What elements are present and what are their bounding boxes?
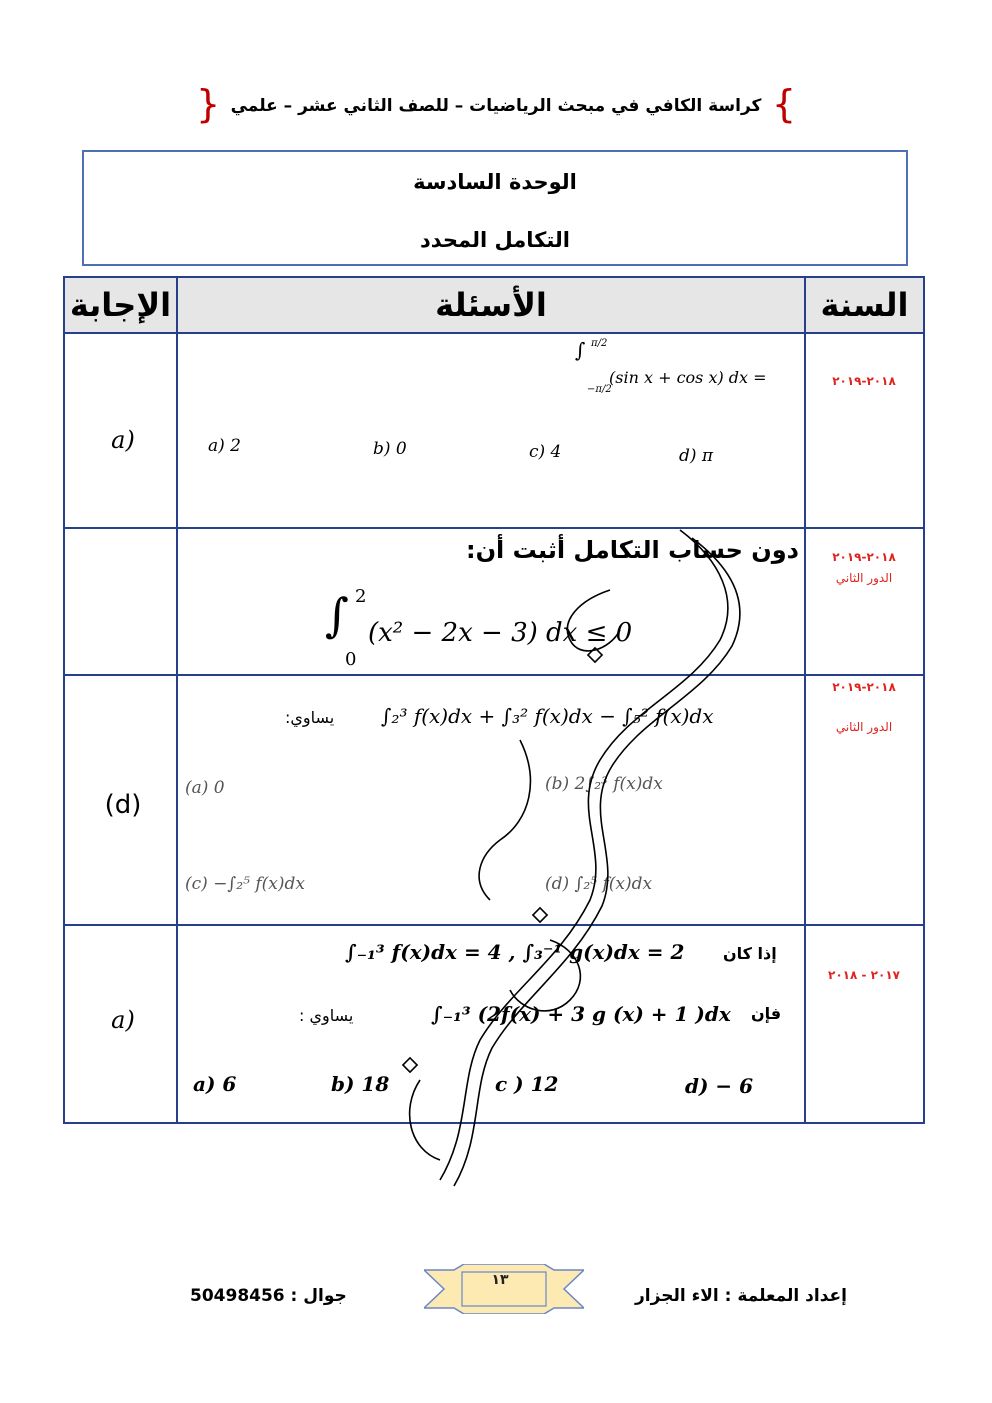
document-title: كراسة الكافي في مبحث الرياضيات – للصف الثاني عشر – علمي [230, 96, 762, 116]
document-header [196, 82, 796, 126]
year-header: السنة [806, 278, 923, 332]
unit-box [82, 150, 908, 266]
row1-choice-d: d) π [679, 446, 714, 466]
row3-choice-b: (b) 2∫₂³ f(x)dx [545, 774, 663, 794]
row2-session: الدور الثاني [835, 571, 893, 585]
answer-header: الإجابة [65, 278, 176, 332]
table-border [176, 276, 178, 1124]
row3-choice-d: (d) ∫₂⁵ f(x)dx [545, 874, 653, 894]
row2-integral-sign: ∫ [325, 588, 349, 642]
row1-integrand: (sin x + cos x) dx = [609, 368, 767, 387]
row1-choice-b: b) 0 [373, 439, 407, 459]
row2-prompt: دون حساب التكامل أثبت أن: [465, 536, 799, 564]
row4-given: ∫₋₁³ f(x)dx = 4 , ∫₃⁻¹ g(x)dx = 2 [345, 940, 685, 964]
right-brace: } [771, 82, 796, 126]
table-border [63, 276, 65, 1124]
table-border [63, 1122, 925, 1124]
footer-phone: جوال : 50498456 [190, 1286, 347, 1306]
row3-choice-c: (c) −∫₂⁵ f(x)dx [185, 874, 305, 894]
row4-suffix: يساوي : [299, 1006, 354, 1025]
questions-table [63, 276, 925, 1124]
row2-upper-limit: 2 [355, 586, 367, 607]
row3-suffix: يساوي: [285, 708, 335, 727]
table-border [923, 276, 925, 1124]
row1-answer: a) [111, 426, 135, 454]
row4-choice-a: a) 6 [193, 1072, 237, 1096]
unit-title: الوحدة السادسة [413, 170, 577, 194]
table-border [63, 924, 925, 926]
table-border [63, 276, 925, 278]
table-border [63, 674, 925, 676]
table-border [63, 527, 925, 529]
row1-choice-a: a) 2 [208, 436, 241, 456]
row3-session: الدور الثاني [835, 720, 893, 734]
table-border [63, 332, 925, 334]
page-number: ١٣ [491, 1272, 509, 1288]
table-border [804, 276, 806, 1124]
row4-if-word: إذا كان [723, 944, 777, 963]
row4-expression: ∫₋₁³ (2f(x) + 3 g (x) + 1 )dx [431, 1002, 731, 1026]
row1-year: ٢٠١٨-٢٠١٩ [832, 374, 896, 388]
row4-then-word: فإن [751, 1004, 782, 1023]
row2-lower-limit: 0 [345, 649, 357, 670]
row3-choice-a: (a) 0 [185, 778, 225, 798]
row1-integral-sign: ∫ [575, 338, 586, 362]
row1-upper-limit: π/2 [591, 338, 608, 349]
row3-answer: (d) [104, 790, 142, 820]
questions-header: الأسئلة [178, 278, 804, 332]
row3-expression: ∫₂³ f(x)dx + ∫₃² f(x)dx − ∫₅² f(x)dx [381, 704, 714, 728]
row2-year: ٢٠١٨-٢٠١٩ [832, 550, 896, 564]
footer-teacher: إعداد المعلمة : الاء الجزار [635, 1286, 847, 1306]
row4-choice-c: c ) 12 [495, 1072, 559, 1096]
row4-choice-b: b) 18 [331, 1072, 390, 1096]
row3-year: ٢٠١٨-٢٠١٩ [832, 680, 896, 694]
row1-choice-c: c) 4 [529, 442, 562, 462]
row4-year: ٢٠١٧ - ٢٠١٨ [828, 968, 900, 982]
row4-answer: a) [111, 1006, 135, 1034]
left-brace: { [196, 82, 221, 126]
unit-subtitle: التكامل المحدد [419, 228, 570, 252]
row4-choice-d: d) − 6 [685, 1074, 754, 1098]
row1-lower-limit: −π/2 [587, 384, 612, 395]
row2-integrand: (x² − 2x − 3) dx ≤ 0 [368, 618, 633, 648]
